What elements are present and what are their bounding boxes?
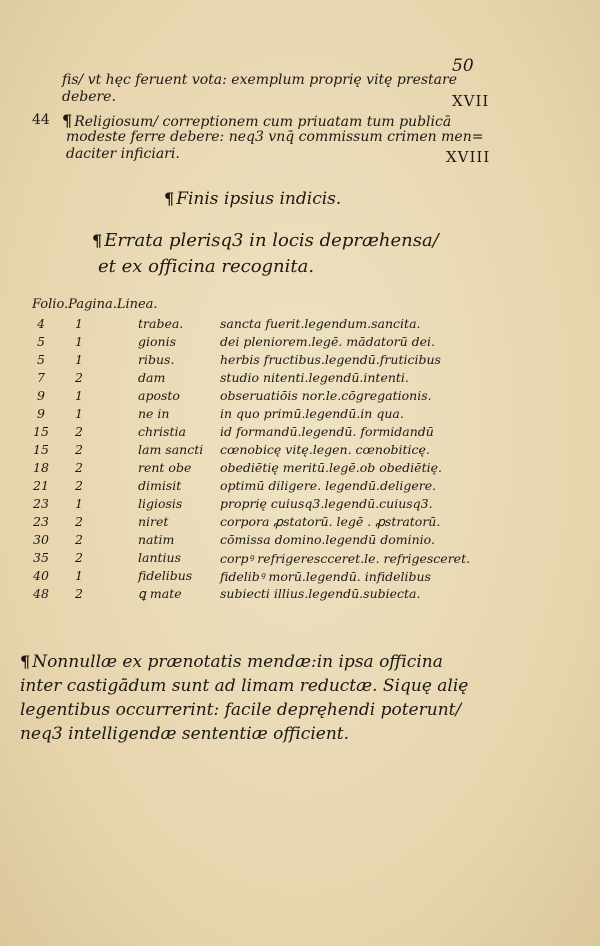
errata-linea: gionis	[138, 334, 176, 349]
errata-linea: dimisit	[138, 478, 182, 493]
errata-folio: 9	[37, 388, 45, 403]
finis-heading	[164, 189, 341, 209]
errata-pagina: 2	[75, 532, 83, 547]
errata-title-line1: Errata plerisq3 in locis depræhensa/	[104, 230, 439, 251]
errata-folio: 23	[33, 514, 49, 529]
errata-pagina: 1	[75, 406, 83, 421]
errata-linea: ne in	[138, 406, 170, 421]
errata-row	[0, 568, 600, 586]
errata-row	[0, 316, 600, 334]
errata-pagina: 2	[75, 478, 83, 493]
errata-pagina: 1	[75, 316, 83, 331]
errata-row	[0, 424, 600, 442]
errata-row	[0, 514, 600, 532]
errata-pagina: 2	[75, 586, 83, 601]
errata-pagina: 2	[75, 460, 83, 475]
entry-number: 44	[32, 112, 50, 128]
errata-folio: 15	[33, 442, 49, 457]
errata-pagina: 1	[75, 334, 83, 349]
errata-row	[0, 496, 600, 514]
errata-correction: cœnobicę vitę.legen. cœnobiticę.	[220, 442, 430, 457]
folio-number: 50	[452, 56, 474, 76]
errata-correction: cōmissa domino.legendū dominio.	[220, 532, 435, 547]
errata-correction: fidelibꝰ morū.legendū. infidelibus	[220, 569, 431, 584]
index-line: debere.	[62, 89, 116, 105]
errata-correction: subiecti illius.legendū.subiecta.	[220, 586, 421, 601]
index-line: fis/ vt hęc feruent vota: exemplum proprię vitę prestare	[62, 72, 457, 88]
errata-title	[92, 230, 439, 251]
errata-folio: 40	[33, 568, 49, 583]
errata-row	[0, 586, 600, 604]
errata-correction: dei pleniorem.legē. mādatorū dei.	[220, 334, 435, 349]
errata-linea: trabea.	[138, 316, 184, 331]
errata-correction: corpora ꝓstatorū. legē . ꝓstratorū.	[220, 514, 441, 529]
errata-correction: in quo primū.legendū.in qua.	[220, 406, 404, 421]
errata-linea: lantius	[138, 550, 181, 565]
errata-linea: rent obe	[138, 460, 192, 475]
errata-correction: proprię cuiusq3.legendū.cuiusq3.	[220, 496, 433, 511]
errata-row	[0, 550, 600, 568]
errata-folio: 48	[33, 586, 49, 601]
errata-table-header: Folio.Pagina.Linea.	[32, 297, 158, 312]
errata-folio: 5	[37, 352, 45, 367]
errata-title-line2: et ex officina recognita.	[98, 256, 315, 277]
errata-pagina: 2	[75, 370, 83, 385]
errata-pagina: 2	[75, 424, 83, 439]
pilcrow-icon: ¶	[92, 231, 103, 250]
closing-line: legentibus occurrerint: facile depręhendi poterunt/	[20, 700, 462, 720]
errata-folio: 35	[33, 550, 49, 565]
errata-linea: niret	[138, 514, 169, 529]
errata-row	[0, 532, 600, 550]
closing-line: neq3 intelligendæ sententiæ officient.	[20, 724, 350, 744]
errata-correction: studio nitenti.legendū.intenti.	[220, 370, 409, 385]
index-line: modeste ferre debere: neq3 vnq̄ commissum crimen men=	[66, 129, 484, 145]
errata-pagina: 1	[75, 496, 83, 511]
errata-linea: christia	[138, 424, 186, 439]
errata-linea: ligiosis	[138, 496, 183, 511]
errata-row	[0, 406, 600, 424]
closing-line: inter castigādum sunt ad limam reductæ. Siquę alię	[20, 676, 469, 696]
pilcrow-icon: ¶	[62, 111, 73, 130]
errata-row	[0, 370, 600, 388]
errata-pagina: 2	[75, 442, 83, 457]
errata-pagina: 2	[75, 550, 83, 565]
errata-linea: lam sancti	[138, 442, 204, 457]
errata-row	[0, 388, 600, 406]
errata-folio: 18	[33, 460, 49, 475]
errata-row	[0, 352, 600, 370]
errata-folio: 30	[33, 532, 49, 547]
errata-folio: 15	[33, 424, 49, 439]
errata-linea: dam	[138, 370, 166, 385]
errata-pagina: 2	[75, 514, 83, 529]
errata-pagina: 1	[75, 352, 83, 367]
errata-linea: natim	[138, 532, 175, 547]
pilcrow-icon: ¶	[20, 652, 31, 671]
index-line-text: Religiosum/ correptionem cum priuatam tum publicā	[74, 114, 452, 130]
roman-numeral-xviii: XVIII	[446, 148, 491, 166]
index-line: daciter inficiari.	[66, 146, 180, 162]
errata-correction: obediētię meritū.legē.ob obediētię.	[220, 460, 442, 475]
errata-folio: 21	[33, 478, 49, 493]
errata-pagina: 1	[75, 568, 83, 583]
errata-linea: ꝗ mate	[138, 586, 182, 601]
closing-line	[20, 650, 500, 674]
errata-correction: herbis fructibus.legendū.fruticibus	[220, 352, 441, 367]
errata-correction: corpꝰ refrigerescceret.le. refrigesceret.	[220, 551, 471, 566]
errata-row	[0, 478, 600, 496]
errata-correction: sancta fuerit.legendum.sancita.	[220, 316, 421, 331]
errata-folio: 9	[37, 406, 45, 421]
errata-linea: aposto	[138, 388, 180, 403]
pilcrow-icon: ¶	[164, 189, 175, 208]
finis-text: Finis ipsius indicis.	[176, 189, 342, 209]
errata-folio: 4	[37, 316, 45, 331]
errata-pagina: 1	[75, 388, 83, 403]
roman-numeral-xvii: XVII	[452, 92, 490, 110]
errata-folio: 7	[37, 370, 45, 385]
errata-row	[0, 334, 600, 352]
errata-row	[0, 442, 600, 460]
errata-folio: 23	[33, 496, 49, 511]
errata-row	[0, 460, 600, 478]
errata-folio: 5	[37, 334, 45, 349]
errata-correction: id formandū.legendū. formidandū	[220, 424, 434, 439]
errata-correction: optimū diligere. legendū.deligere.	[220, 478, 437, 493]
errata-linea: fidelibus	[138, 568, 193, 583]
errata-linea: ribus.	[138, 352, 175, 367]
closing-text: Nonnullæ ex prænotatis mendæ:in ipsa officina	[32, 652, 443, 672]
errata-correction: obseruatiōis nor.le.cōgregationis.	[220, 388, 432, 403]
